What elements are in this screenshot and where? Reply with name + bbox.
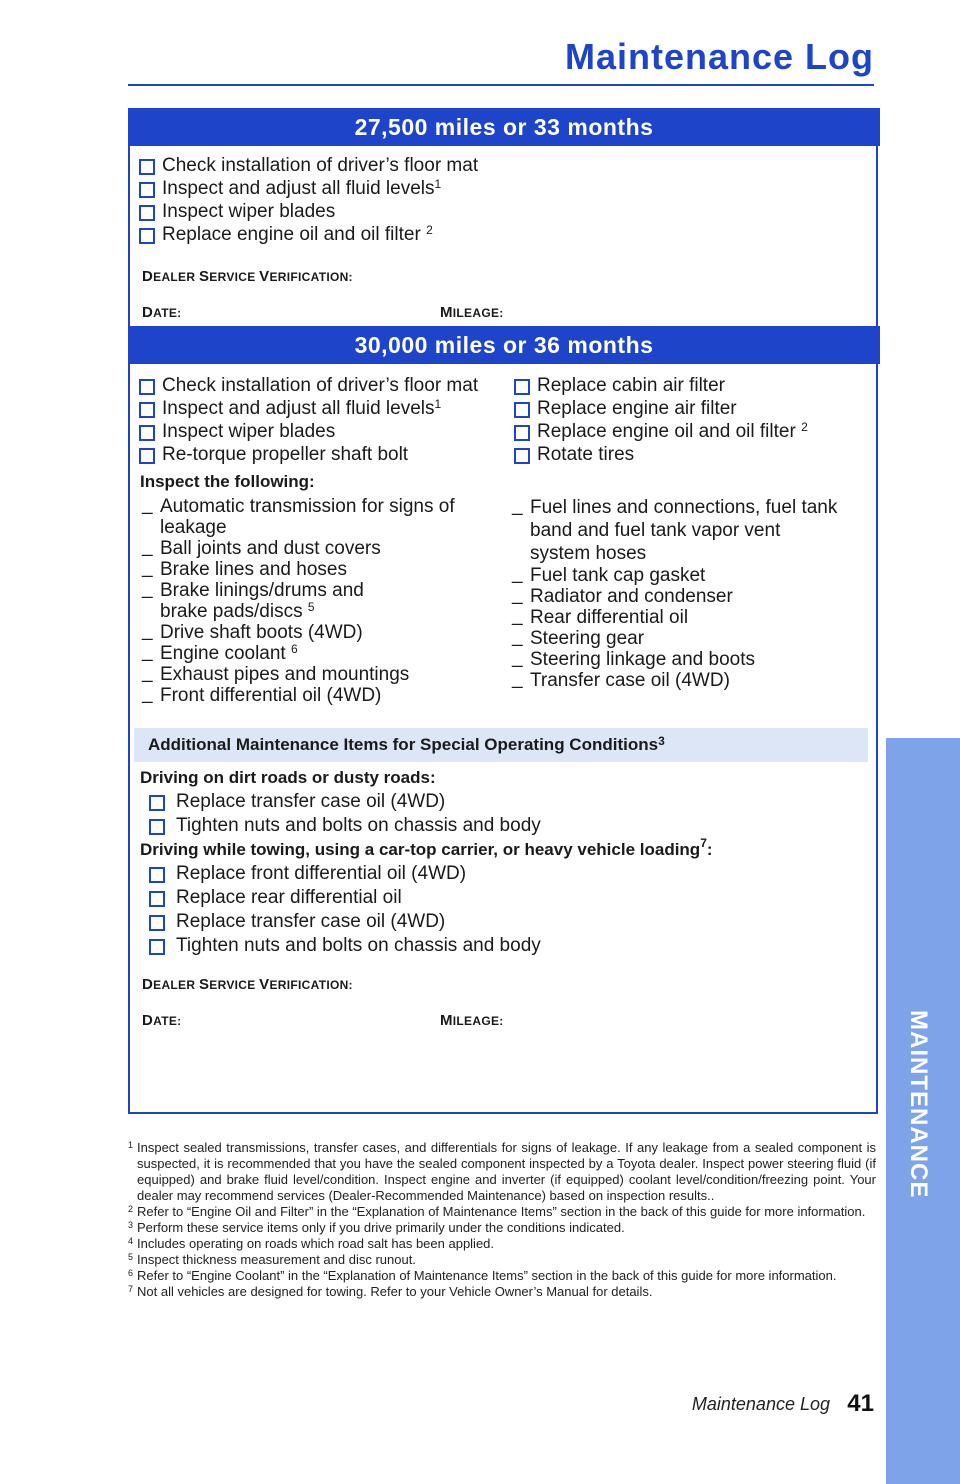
date-field-label: DATE:	[142, 304, 182, 321]
checklist-item[interactable]: Replace engine air filter	[507, 397, 808, 420]
footnote: 3 Perform these service items only if you drive primarily under the conditions indicated.	[128, 1220, 625, 1235]
inspect-item: _ Ball joints and dust covers	[140, 538, 470, 559]
mileage-field-label: MILEAGE:	[440, 304, 504, 321]
checkbox-icon[interactable]	[139, 205, 155, 221]
inspect-heading: Inspect the following:	[140, 472, 315, 491]
page-number: 41	[847, 1390, 874, 1417]
interval-30000-section	[128, 326, 878, 1114]
inspect-item: _ Brake linings/drums and brake pads/discs $^5$	[140, 580, 390, 622]
service-checklist-left	[132, 374, 478, 466]
dealer-service-verification: DEALER SERVICE VERIFICATION:	[142, 268, 353, 285]
page-title: Maintenance Log	[564, 36, 874, 77]
checkbox-icon[interactable]	[149, 939, 165, 955]
checkbox-icon[interactable]	[139, 228, 155, 244]
inspect-item: _ Front differential oil (4WD)	[140, 685, 470, 706]
interval-header: 30,000 miles or 36 months	[128, 326, 880, 364]
checklist-item[interactable]: Inspect wiper blades	[132, 200, 478, 223]
inspect-item: _ Brake lines and hoses	[140, 559, 470, 580]
dirt-roads-checklist	[142, 790, 541, 838]
towing-checklist	[142, 862, 541, 958]
checkbox-icon[interactable]	[139, 159, 155, 175]
service-checklist	[132, 154, 478, 246]
checkbox-icon[interactable]	[514, 402, 530, 418]
title-divider	[128, 84, 874, 86]
checklist-item[interactable]: Tighten nuts and bolts on chassis and body	[142, 934, 541, 958]
checklist-item[interactable]: Replace transfer case oil (4WD)	[142, 790, 541, 814]
inspect-item: _ Drive shaft boots (4WD)	[140, 622, 470, 643]
inspect-list-right	[510, 496, 840, 691]
checkbox-icon[interactable]	[514, 379, 530, 395]
inspect-item: _ Exhaust pipes and mountings	[140, 664, 470, 685]
checkbox-icon[interactable]	[514, 448, 530, 464]
checklist-item[interactable]: Replace front differential oil (4WD)	[142, 862, 541, 886]
inspect-list-left	[140, 496, 470, 706]
interval-header: 27,500 miles or 33 months	[128, 108, 880, 146]
footnote: 4 Includes operating on roads which road salt has been applied.	[128, 1236, 495, 1251]
footnote: 5 Inspect thickness measurement and disc runout.	[128, 1252, 416, 1267]
checkbox-icon[interactable]	[149, 795, 165, 811]
checkbox-icon[interactable]	[149, 867, 165, 883]
towing-heading: Driving while towing, using a car-top carrier, or heavy vehicle loading$^7$:	[140, 836, 713, 859]
date-field-label: DATE:	[142, 1012, 182, 1029]
footnotes	[128, 1140, 876, 1300]
checkbox-icon[interactable]	[139, 379, 155, 395]
interval-27500-section	[128, 108, 878, 326]
inspect-item: _ Engine coolant $^6$	[140, 643, 470, 664]
mileage-field-label: MILEAGE:	[440, 1012, 504, 1029]
service-checklist-right	[507, 374, 808, 466]
special-conditions-heading: Additional Maintenance Items for Special Operating Conditions$^3$	[134, 728, 868, 762]
inspect-item: _ Fuel tank cap gasket	[510, 565, 840, 586]
dealer-service-verification: DEALER SERVICE VERIFICATION:	[142, 976, 353, 993]
checklist-item[interactable]: Replace transfer case oil (4WD)	[142, 910, 541, 934]
checklist-item[interactable]: Replace engine oil and oil filter $^2$	[132, 223, 478, 246]
checkbox-icon[interactable]	[149, 819, 165, 835]
checklist-item[interactable]: Replace rear differential oil	[142, 886, 541, 910]
inspect-item: _ Fuel lines and connections, fuel tank band and fuel tank vapor vent system hoses	[510, 496, 840, 565]
inspect-item: _ Steering gear	[510, 628, 840, 649]
checklist-item[interactable]: Rotate tires	[507, 443, 808, 466]
checkbox-icon[interactable]	[139, 182, 155, 198]
dirt-roads-heading: Driving on dirt roads or dusty roads:	[140, 768, 436, 787]
checklist-item[interactable]: Tighten nuts and bolts on chassis and body	[142, 814, 541, 838]
checklist-item[interactable]: Replace engine oil and oil filter $^2$	[507, 420, 808, 443]
checklist-item[interactable]: Inspect wiper blades	[132, 420, 478, 443]
checkbox-icon[interactable]	[149, 891, 165, 907]
footer-section-label: Maintenance Log	[691, 1394, 830, 1414]
checklist-item[interactable]: Check installation of driver’s floor mat	[132, 374, 478, 397]
inspect-item: _ Steering linkage and boots	[510, 649, 840, 670]
inspect-item: _ Automatic transmission for signs of leakage	[140, 496, 470, 538]
checklist-item[interactable]: Re-torque propeller shaft bolt	[132, 443, 478, 466]
side-tab-label: MAINTENANCE	[905, 1010, 932, 1199]
checklist-item[interactable]: Inspect and adjust all fluid levels$^1$	[132, 397, 478, 420]
checklist-item[interactable]: Replace cabin air filter	[507, 374, 808, 397]
footnote: 1 Inspect sealed transmissions, transfer cases, and differentials for signs of leakage. If any leakage from a sealed component is suspected, it is recommended that you have the sealed component inspected by a Toyota dealer. Inspect power steering fluid (if equipped) and brake fluid level/condition. Inspect engine and inverter (if equipped) coolant level/condition/freezing point. Your dealer may recommend services (Dealer-Recommended Maintenance) based on inspection results..	[128, 1140, 876, 1203]
checklist-item[interactable]: Check installation of driver’s floor mat	[132, 154, 478, 177]
checkbox-icon[interactable]	[139, 402, 155, 418]
footnote: 2 Refer to “Engine Oil and Filter” in the “Explanation of Maintenance Items” section in the back of this guide for more information.	[128, 1204, 866, 1219]
checklist-item[interactable]: Inspect and adjust all fluid levels$^1$	[132, 177, 478, 200]
inspect-item: _ Transfer case oil (4WD)	[510, 670, 840, 691]
checkbox-icon[interactable]	[149, 915, 165, 931]
inspect-item: _ Rear differential oil	[510, 607, 840, 628]
inspect-item: _ Radiator and condenser	[510, 586, 840, 607]
footnote: 7 Not all vehicles are designed for towing. Refer to your Vehicle Owner’s Manual for details.	[128, 1284, 653, 1299]
checkbox-icon[interactable]	[139, 425, 155, 441]
checkbox-icon[interactable]	[139, 448, 155, 464]
footnote: 6 Refer to “Engine Coolant” in the “Explanation of Maintenance Items” section in the back of this guide for more information.	[128, 1268, 837, 1283]
checkbox-icon[interactable]	[514, 425, 530, 441]
